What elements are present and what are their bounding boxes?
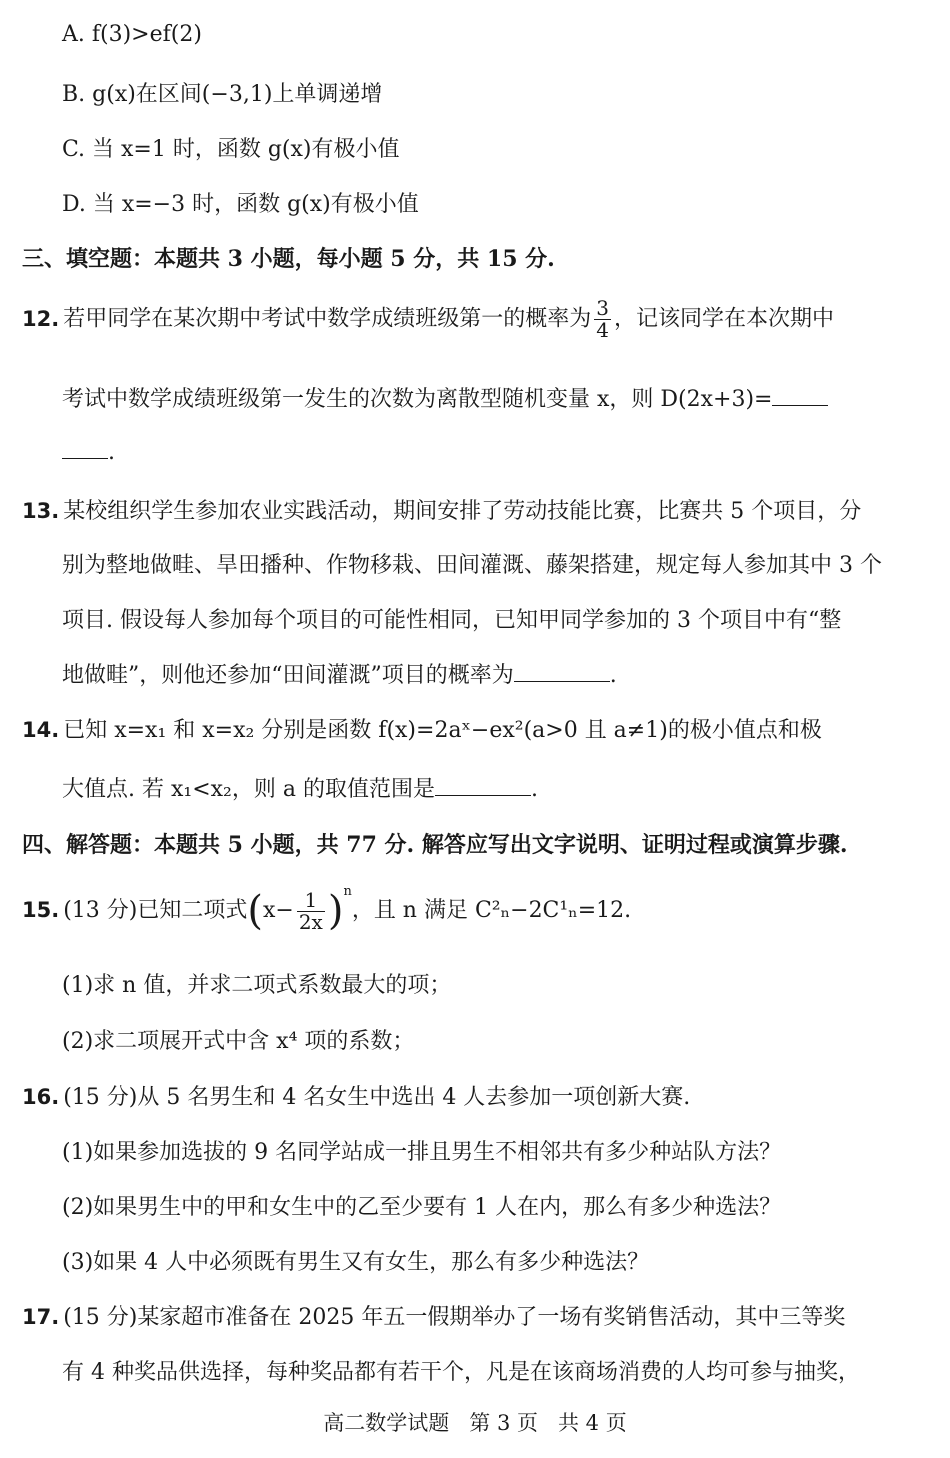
- question-12-line-2: [62, 382, 828, 413]
- question-number: 16.: [22, 1085, 60, 1109]
- q12-period: .: [108, 440, 115, 465]
- q13-text: 地做畦”，则他还参加“田间灌溉”项目的概率为: [62, 663, 514, 688]
- section-answer-heading: 四、解答题：本题共 5 小题，共 77 分. 解答应写出文字说明、证明过程或演算步骤.: [22, 832, 848, 858]
- question-number: 14.: [22, 718, 60, 742]
- fraction: [297, 887, 325, 934]
- footer-title: 高二数学试题: [323, 1411, 450, 1435]
- q16-text: (15 分)从 5 名男生和 4 名女生中选出 4 人去参加一项创新大赛.: [63, 1085, 691, 1110]
- question-13-line-1: [22, 494, 861, 525]
- option-a: A. f(3)>ef(2): [62, 22, 202, 47]
- q14-text: 已知 x=x₁ 和 x=x₂ 分别是函数 f(x)=2aˣ−ex²(a>0 且 a≠1)的极小值点和极: [63, 718, 822, 743]
- answer-blank[interactable]: [772, 405, 828, 406]
- question-17-line-2: 有 4 种奖品供选择，每种奖品都有若干个，凡是在该商场消费的人均可参与抽奖，: [62, 1360, 860, 1385]
- exponent: n: [343, 884, 352, 899]
- fraction-denominator: 4: [596, 318, 609, 342]
- question-13-line-4: [62, 658, 617, 689]
- question-12-line-1: [22, 298, 834, 341]
- question-15-part-2: (2)求二项展开式中含 x⁴ 项的系数；: [62, 1029, 415, 1054]
- fraction-denominator: 2x: [298, 909, 323, 934]
- question-16-part-1: (1)如果参加选拔的 9 名同学站成一排且男生不相邻共有多少种站队方法？: [62, 1140, 782, 1165]
- question-16-line-1: [22, 1080, 690, 1111]
- q14-period: .: [530, 777, 538, 802]
- option-c: C. 当 x=1 时，函数 g(x)有极小值: [62, 137, 400, 162]
- q13-text: 某校组织学生参加农业实践活动，期间安排了劳动技能比赛，比赛共 5 个项目，分: [63, 499, 862, 524]
- right-paren: ): [327, 888, 344, 934]
- answer-blank[interactable]: [435, 795, 531, 796]
- page-footer: [0, 1407, 950, 1437]
- question-12-line-3: [62, 440, 115, 465]
- q14-text: 大值点. 若 x₁<x₂，则 a 的取值范围是: [62, 777, 435, 802]
- question-15-part-1: (1)求 n 值，并求二项式系数最大的项；: [62, 973, 452, 998]
- question-15-line-1: [22, 884, 631, 933]
- q15-text: (13 分)已知二项式: [63, 898, 248, 923]
- q13-period: .: [609, 663, 617, 688]
- q12-text: 若甲同学在某次期中考试中数学成绩班级第一的概率为: [63, 306, 592, 332]
- question-number: 12.: [22, 306, 60, 331]
- question-number: 15.: [22, 898, 60, 922]
- question-number: 13.: [22, 499, 60, 523]
- option-d: D. 当 x=−3 时，函数 g(x)有极小值: [62, 192, 419, 217]
- fraction: [594, 298, 611, 341]
- left-paren: (: [247, 888, 263, 934]
- question-14-line-1: [22, 713, 822, 744]
- expr: x−: [262, 898, 294, 923]
- answer-blank[interactable]: [514, 681, 610, 682]
- q12-text: ，记该同学在本次期中: [613, 306, 834, 332]
- option-b: B. g(x)在区间(−3,1)上单调递增: [62, 82, 383, 107]
- footer-page: 第 3 页: [469, 1411, 538, 1435]
- q12-text: 考试中数学成绩班级第一发生的次数为离散型随机变量 x，则 D(2x+3)=: [62, 387, 773, 412]
- section-fill-in-heading: 三、填空题：本题共 3 小题，每小题 5 分，共 15 分.: [22, 246, 555, 272]
- question-14-line-2: [62, 772, 538, 803]
- question-13-line-2: 别为整地做畦、旱田播种、作物移栽、田间灌溉、藤架搭建，规定每人参加其中 3 个: [62, 553, 882, 578]
- answer-blank[interactable]: [62, 458, 108, 459]
- question-16-part-3: (3)如果 4 人中必须既有男生又有女生，那么有多少种选法？: [62, 1250, 650, 1275]
- q15-text: ，且 n 满足 C²ₙ−2C¹ₙ=12.: [351, 898, 632, 923]
- question-16-part-2: (2)如果男生中的甲和女生中的乙至少要有 1 人在内，那么有多少种选法？: [62, 1195, 782, 1220]
- q17-text: (15 分)某家超市准备在 2025 年五一假期举办了一场有奖销售活动，其中三等奖: [63, 1305, 846, 1330]
- footer-total: 共 4 页: [558, 1411, 627, 1435]
- fraction-numerator: 3: [596, 296, 609, 320]
- question-17-line-1: [22, 1300, 845, 1331]
- question-13-line-3: 项目. 假设每人参加每个项目的可能性相同，已知甲同学参加的 3 个项目中有“整: [62, 608, 842, 633]
- question-number: 17.: [22, 1305, 60, 1329]
- fraction-numerator: 1: [297, 890, 325, 912]
